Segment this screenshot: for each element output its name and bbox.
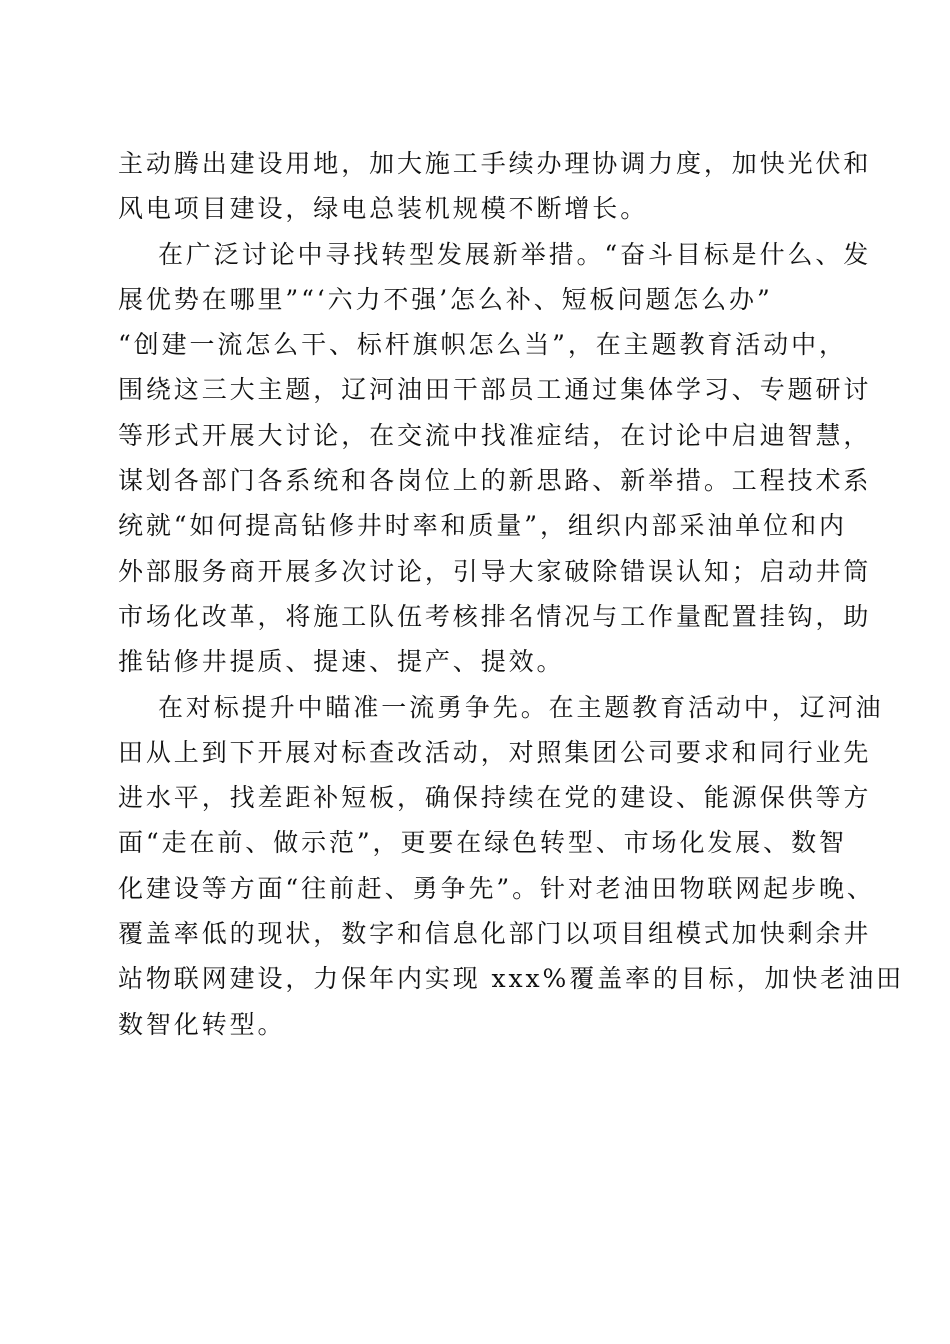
document-body: [118, 141, 905, 1047]
text-line: 化建设等方面“往前赶、勇争先”。针对老油田物联网起步晚、: [118, 873, 875, 903]
paragraph-start-line: 在广泛讨论中寻找转型发展新举措。“奋斗目标是什么、发: [158, 239, 872, 269]
text-line: 市场化改革，将施工队伍考核排名情况与工作量配置挂钩，助: [118, 601, 872, 631]
text-line: 覆盖率低的现状，数字和信息化部门以项目组模式加快剩余井: [118, 919, 872, 949]
text-line: 面“走在前、做示范”，更要在绿色转型、市场化发展、数智: [118, 828, 847, 858]
text-line: 主动腾出建设用地，加大施工手续办理协调力度，加快光伏和: [118, 149, 872, 178]
text-line: 等形式开展大讨论，在交流中找准症结，在讨论中启迪智慧，: [118, 420, 872, 450]
text-line: 风电项目建设，绿电总装机规模不断增长。: [118, 194, 649, 224]
text-line: 站物联网建设，力保年内实现 xxx%覆盖率的目标，加快老油田: [118, 964, 905, 994]
text-line: 围绕这三大主题，辽河油田干部员工通过集体学习、专题研讨: [118, 375, 872, 405]
text-line: 谋划各部门各系统和各岗位上的新思路、新举措。工程技术系: [118, 466, 872, 496]
text-line: 外部服务商开展多次讨论，引导大家破除错误认知；启动井筒: [118, 556, 872, 586]
text-line: “创建一流怎么干、标杆旗帜怎么当”，在主题教育活动中，: [118, 330, 847, 360]
text-line: 展优势在哪里”“‘六力不强’怎么补、短板问题怎么办”: [118, 284, 773, 314]
text-line: 进水平，找差距补短板，确保持续在党的建设、能源保供等方: [118, 783, 872, 813]
text-line: 田从上到下开展对标查改活动，对照集团公司要求和同行业先: [118, 737, 872, 767]
text-line: 数智化转型。: [118, 1009, 286, 1039]
text-line: 推钻修井提质、提速、提产、提效。: [118, 647, 565, 677]
text-line: 统就“如何提高钻修井时率和质量”，组织内部采油单位和内: [118, 511, 847, 541]
paragraph-start-line: 在对标提升中瞄准一流勇争先。在主题教育活动中，辽河油: [158, 692, 884, 722]
